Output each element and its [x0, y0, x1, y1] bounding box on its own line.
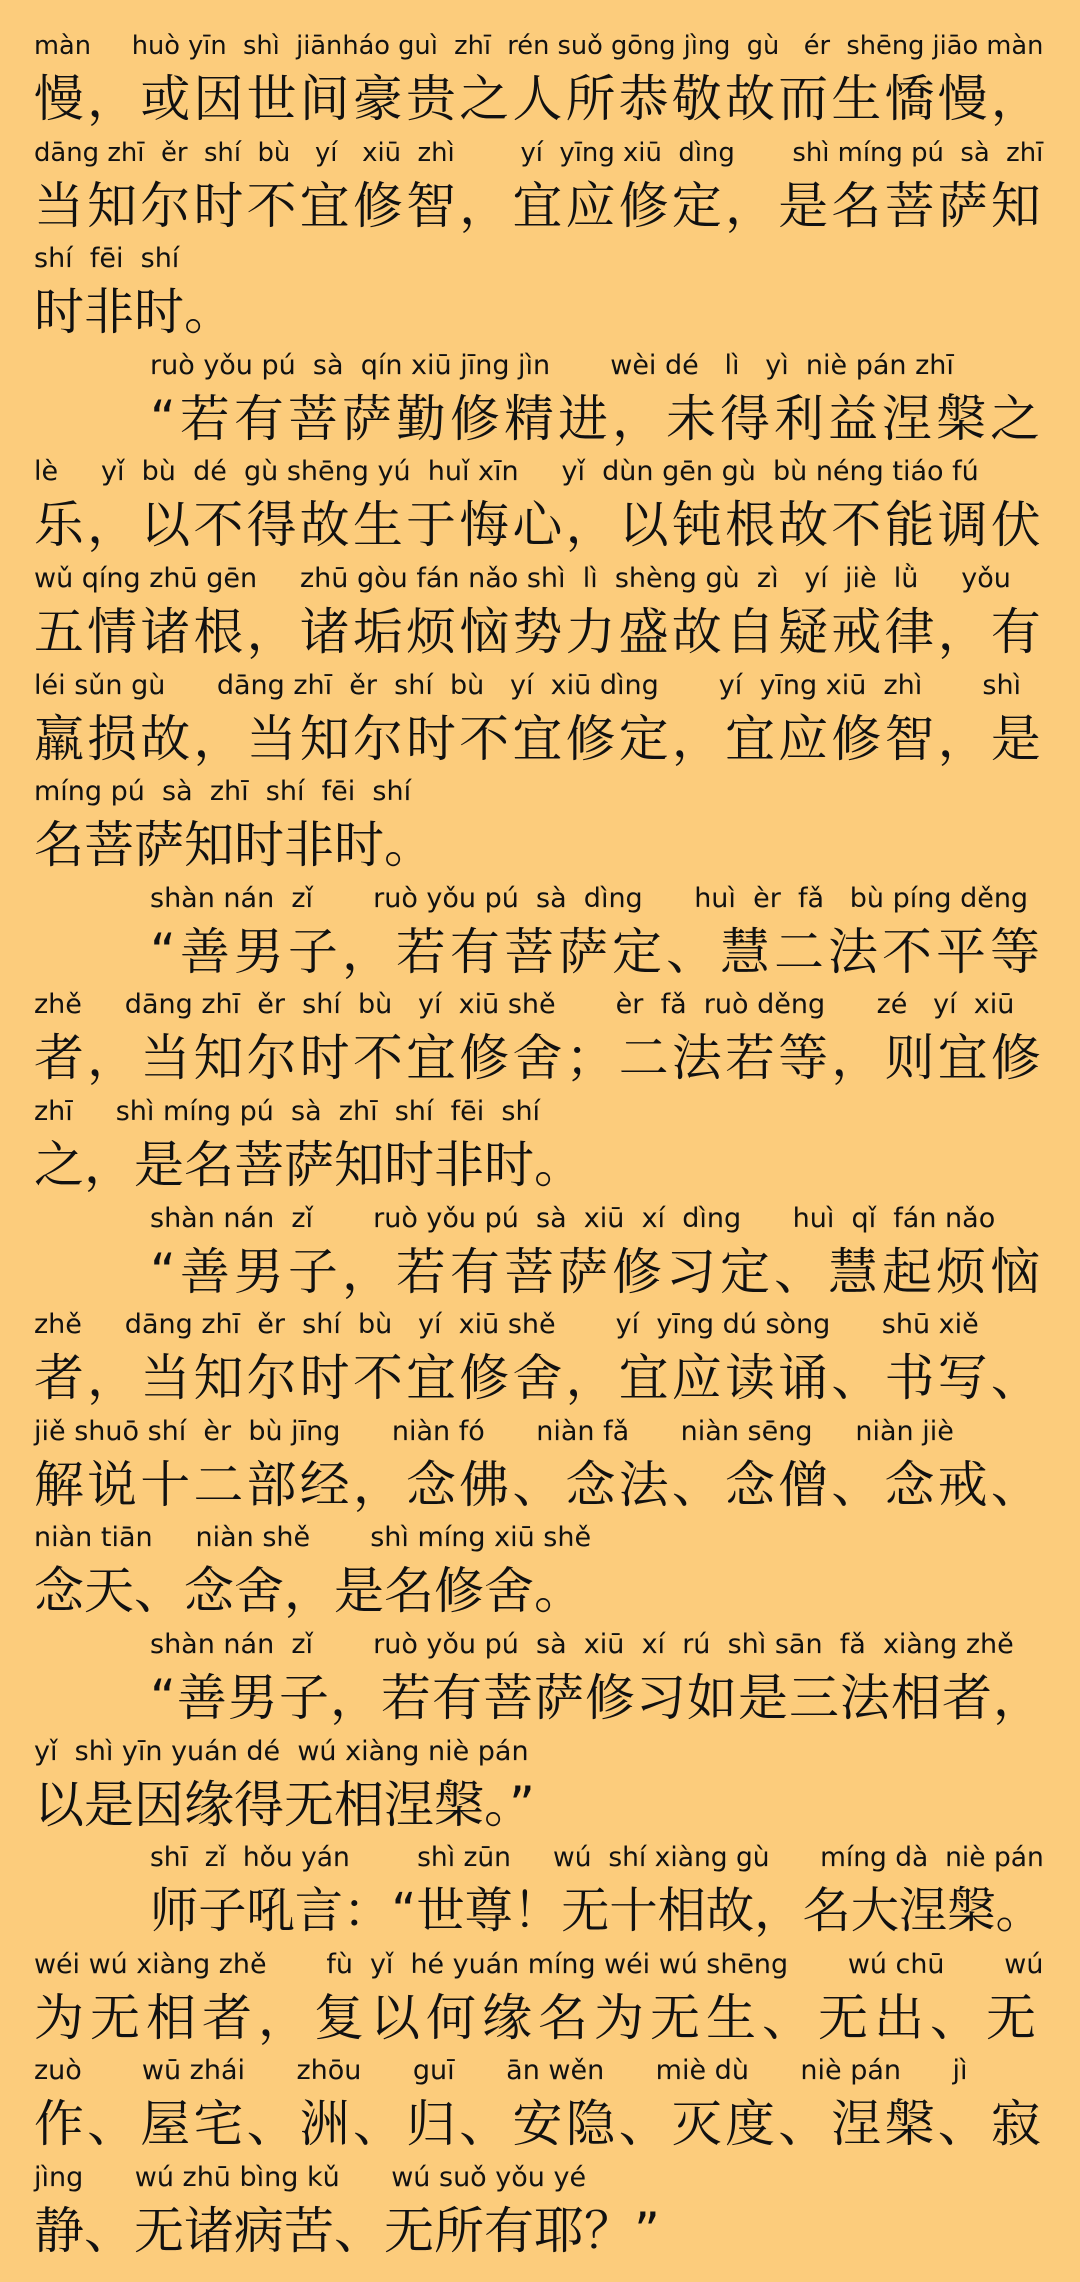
pinyin-annotation: jiě shuō shí èr bù jīng niàn fó niàn fǎ niàn sēng niàn jiè	[34, 1415, 954, 1447]
hanzi-text: 慢，或因世间豪贵之人所恭敬故而生憍慢，	[34, 70, 1045, 128]
pinyin-annotation: lè yǐ bù dé gù shēng yú huǐ xīn yǐ dùn gēn gù bù néng tiáo fú	[34, 456, 979, 488]
text-line	[0, 2158, 1080, 2266]
text-line	[0, 1945, 1080, 2053]
text-line	[0, 1732, 1080, 1840]
hanzi-text: 以是因缘得无相涅槃。”	[34, 1775, 535, 1834]
hanzi-text: 者，当知尔时不宜修舍，宜应读诵、书写、	[34, 1349, 1045, 1408]
pinyin-annotation: ruò yǒu pú sà qín xiū jīng jìn wèi dé lì yì niè pán zhī	[150, 349, 954, 381]
hanzi-text: “善男子，若有菩萨修习如是三法相者，	[150, 1669, 1044, 1727]
text-line	[0, 1625, 1080, 1733]
text-line	[0, 879, 1080, 987]
pinyin-annotation: jìng wú zhū bìng kǔ wú suǒ yǒu yé	[34, 2162, 587, 2193]
pinyin-annotation: shàn nán zǐ ruò yǒu pú sà xiū xí dìng huì qǐ fán nǎo	[150, 1202, 996, 1234]
text-line	[0, 26, 1080, 134]
pinyin-annotation: shàn nán zǐ ruò yǒu pú sà xiū xí rú shì sān fǎ xiàng zhě	[150, 1629, 1014, 1660]
pinyin-annotation: wéi wú xiàng zhě fù yǐ hé yuán míng wéi wú shēng wú chū wú	[34, 1948, 1044, 1980]
hanzi-text: 时非时。	[34, 283, 234, 342]
hanzi-text: “善男子，若有菩萨定、慧二法不平等	[150, 922, 1045, 981]
hanzi-text: 念天、念舍，是名修舍。	[34, 1562, 584, 1621]
text-line	[0, 985, 1080, 1093]
pinyin-annotation: zuò wū zhái zhōu guī ān wěn miè dù niè pán jì	[34, 2055, 968, 2087]
pinyin-annotation: shàn nán zǐ ruò yǒu pú sà dìng huì èr fǎ bù píng děng	[150, 882, 1029, 914]
hanzi-text: 为无相者，复以何缘名为无生、无出、无	[34, 1988, 1042, 2047]
pinyin-annotation: dāng zhī ěr shí bù yí xiū zhì yí yīng xiū dìng shì míng pú sà zhī	[34, 137, 1044, 168]
text-line	[0, 559, 1080, 667]
hanzi-text: 师子吼言：“世尊！无十相故，名大涅槃。	[150, 1883, 1044, 1940]
hanzi-text: “若有菩萨勤修精进，未得利益涅槃之	[150, 389, 1045, 448]
text-line	[0, 1305, 1080, 1413]
text-line	[0, 1199, 1080, 1307]
text-line	[0, 133, 1080, 241]
hanzi-text: 五情诸根，诸垢烦恼势力盛故自疑戒律，有	[34, 603, 1045, 661]
pinyin-annotation: yǐ shì yīn yuán dé wú xiàng niè pán	[34, 1735, 529, 1767]
pinyin-annotation: zhī shì míng pú sà zhī shí fēi shí	[34, 1096, 541, 1127]
pinyin-annotation: niàn tiān niàn shě shì míng xiū shě	[34, 1522, 592, 1554]
hanzi-text: 名菩萨知时非时。	[34, 816, 434, 875]
text-line	[0, 1518, 1080, 1626]
pinyin-annotation: wǔ qíng zhū gēn zhū gòu fán nǎo shì lì shèng gù zì yí jiè lǜ yǒu	[34, 563, 1011, 594]
hanzi-text: “善男子，若有菩萨修习定、慧起烦恼	[150, 1242, 1045, 1301]
text-line	[0, 2051, 1080, 2159]
pinyin-annotation: léi sǔn gù dāng zhī ěr shí bù yí xiū dìng yí yīng xiū zhì shì	[34, 669, 1022, 701]
pinyin-annotation: shī zǐ hǒu yán shì zūn wú shí xiàng gù míng dà niè pán	[150, 1842, 1044, 1874]
text-line	[0, 452, 1080, 560]
hanzi-text: 静、无诸病苦、无所有耶？”	[34, 2202, 660, 2260]
text-line	[0, 666, 1080, 774]
pinyin-annotation: màn huò yīn shì jiānháo guì zhī rén suǒ gōng jìng gù ér shēng jiāo màn	[34, 31, 1044, 61]
hanzi-text: 乐，以不得故生于悔心，以钝根故不能调伏	[34, 496, 1045, 555]
hanzi-text: 解说十二部经，念佛、念法、念僧、念戒、	[34, 1455, 1045, 1514]
text-line	[0, 1838, 1080, 1946]
hanzi-text: 当知尔时不宜修智，宜应修定，是名菩萨知	[34, 176, 1045, 235]
pinyin-annotation: míng pú sà zhī shí fēi shí	[34, 776, 412, 808]
hanzi-text: 羸损故，当知尔时不宜修定，宜应修智，是	[34, 709, 1045, 768]
hanzi-text: 之，是名菩萨知时非时。	[34, 1136, 584, 1194]
text-line	[0, 346, 1080, 454]
hanzi-text: 者，当知尔时不宜修舍；二法若等，则宜修	[34, 1029, 1045, 1088]
hanzi-text: 作、屋宅、洲、归、安隐、灭度、涅槃、寂	[34, 2095, 1045, 2154]
pinyin-annotation: shí fēi shí	[34, 243, 180, 275]
pinyin-annotation: zhě dāng zhī ěr shí bù yí xiū shě yí yīng dú sòng shū xiě	[34, 1309, 979, 1341]
text-line	[0, 1412, 1080, 1520]
pinyin-annotation: zhě dāng zhī ěr shí bù yí xiū shě èr fǎ ruò děng zé yí xiū	[34, 989, 1015, 1021]
text-line	[0, 239, 1080, 347]
text-line	[0, 772, 1080, 880]
text-line	[0, 1092, 1080, 1200]
